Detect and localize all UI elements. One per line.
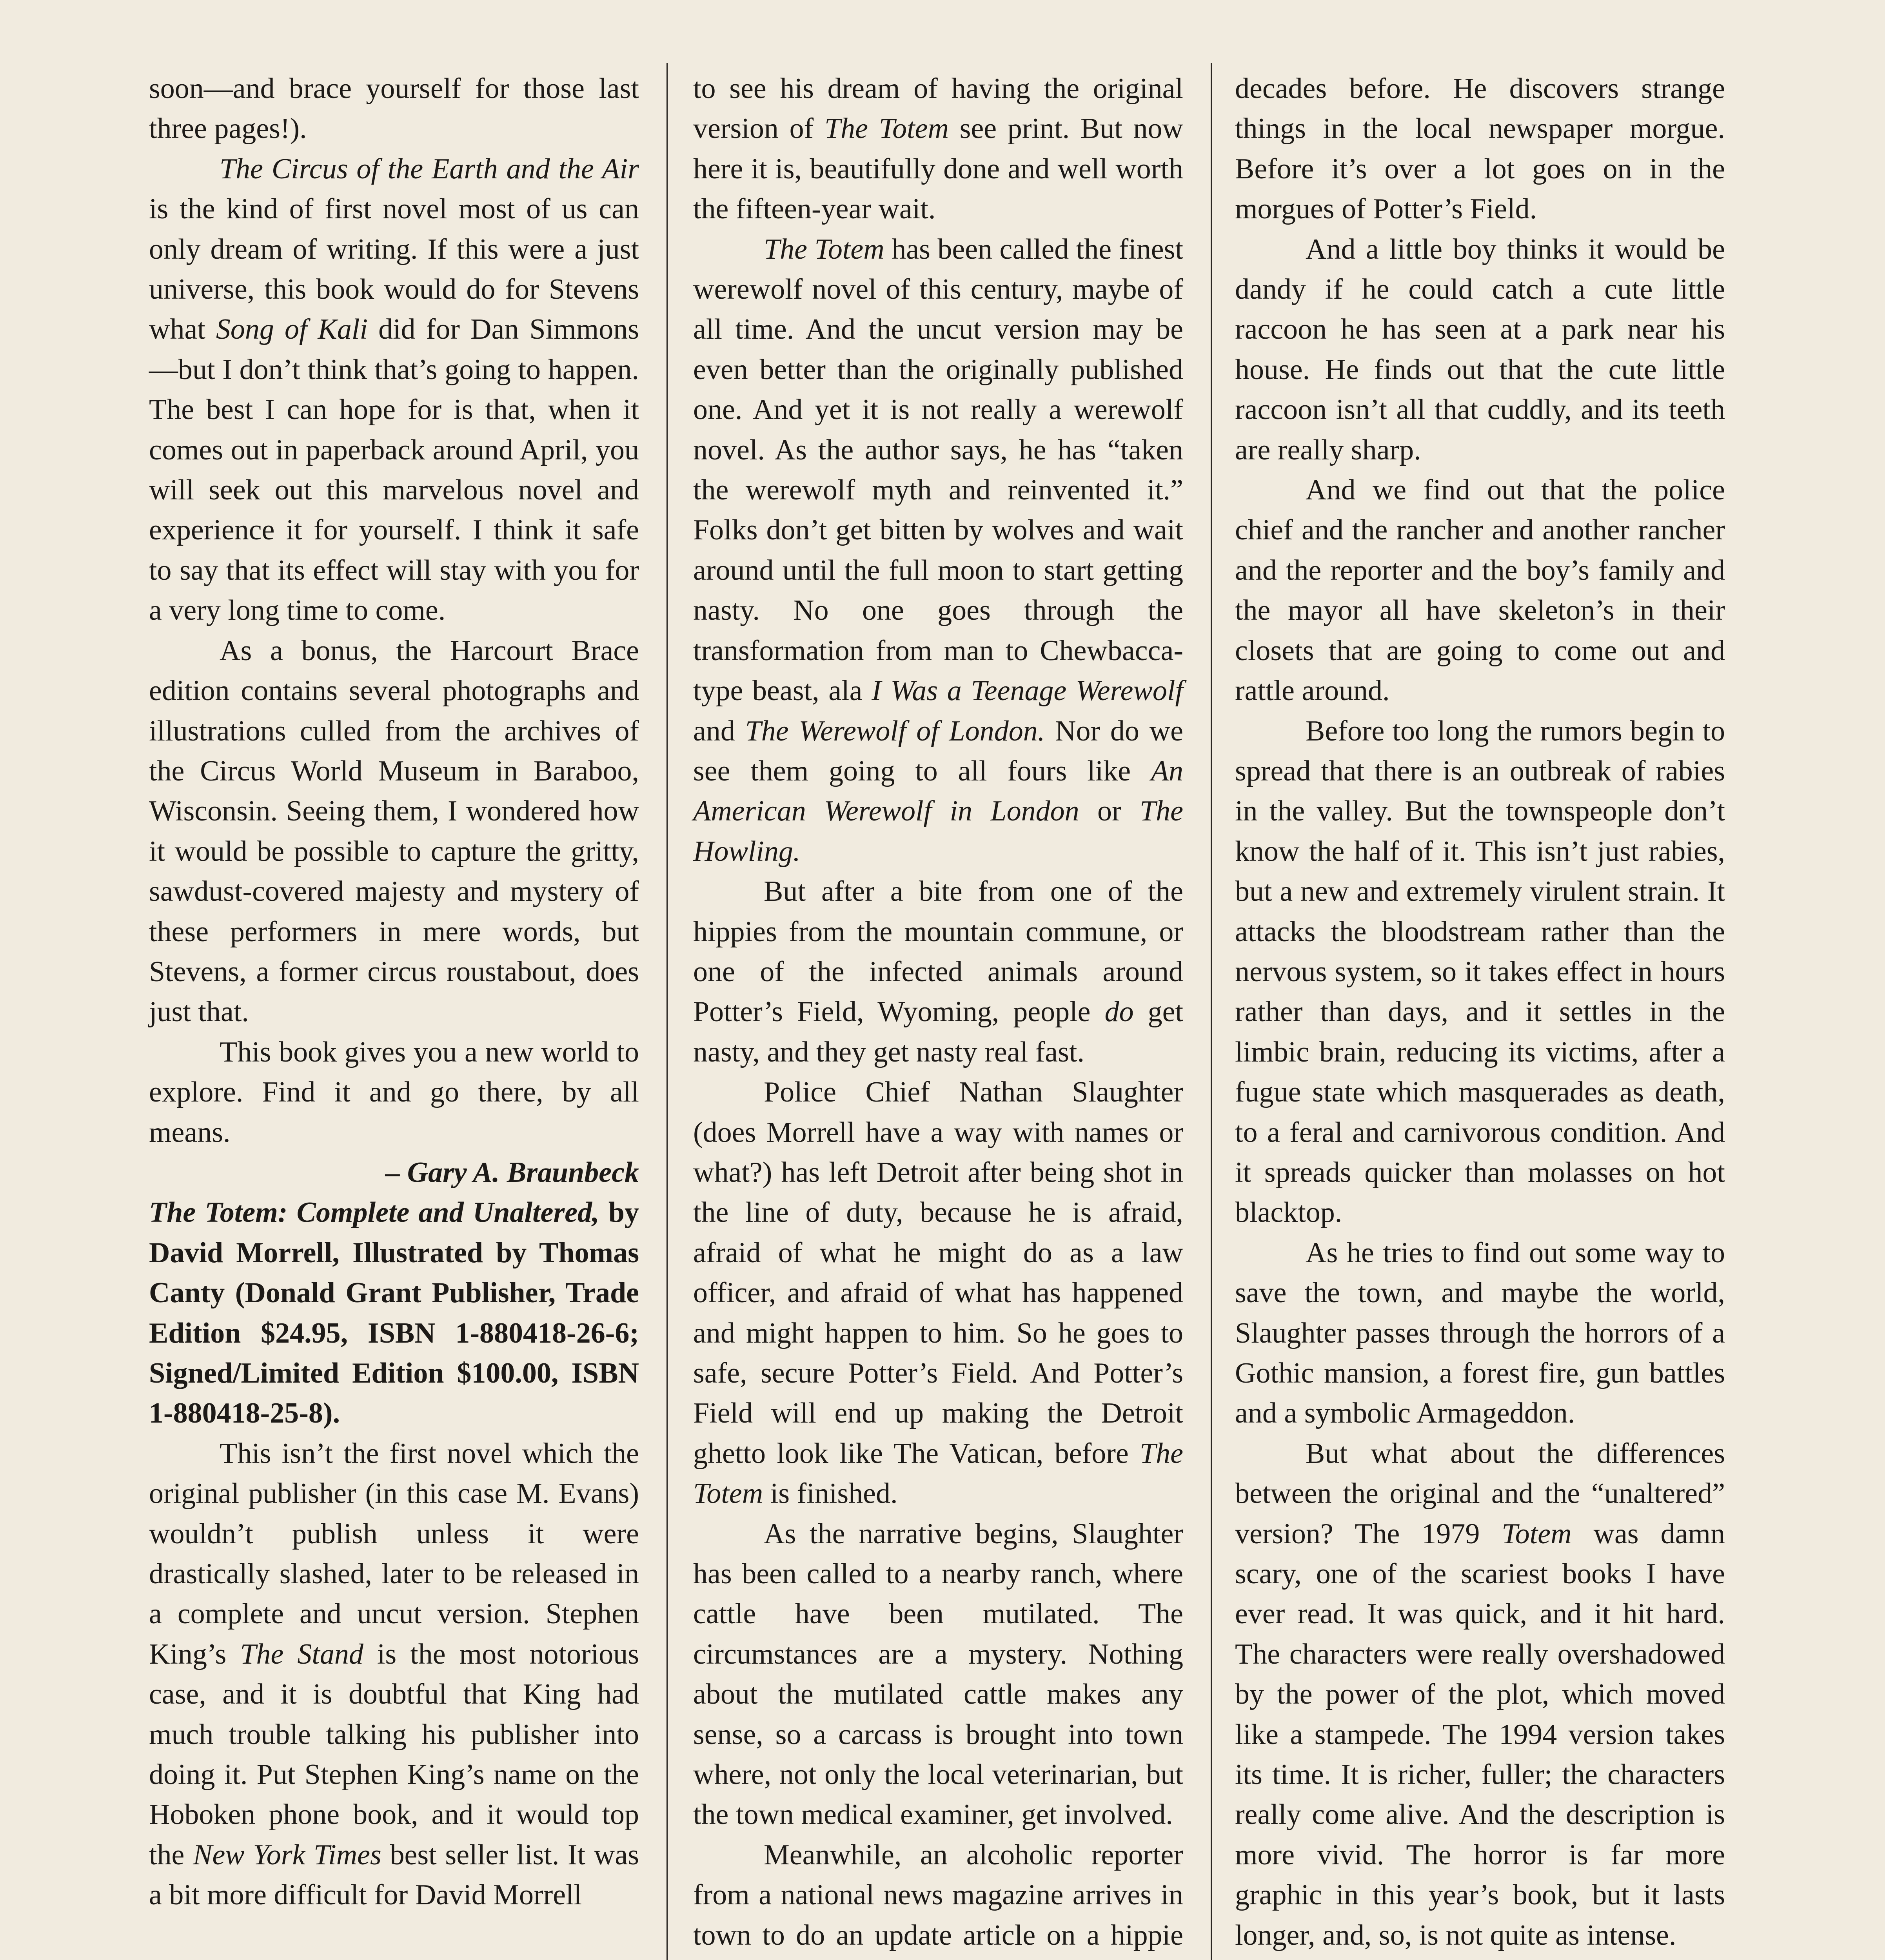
reviewer-signature: – Gary A. Braunbeck: [385, 1156, 639, 1189]
film-title: The Howling.: [693, 795, 1183, 867]
paragraph: But after a bite from one of the hippies from the mountain commune, or one of the infected animals around Potter’s Field, Wyoming, people do get nasty, and they get nasty real fast.: [693, 875, 1184, 1068]
paragraph: As a bonus, the Harcourt Brace edition contains several photographs and illustrations culled from the archives of the Circus World Museum in Baraboo, Wisconsin. Seeing them, I wondered how it would be possible to capture the gritty, sawdust-covered majesty and mystery of these performers in mere words, but Stevens, a former circus roustabout, does just that.: [149, 634, 639, 1028]
book-title: The Circus of the Earth and the Air: [220, 152, 639, 185]
paragraph: This book gives you a new world to explore. Find it and go there, by all means.: [149, 1036, 639, 1149]
column-2: [693, 69, 1183, 1960]
paragraph: to see his dream of having the original version of The Totem see print. But now here it is, beautifully done and well worth the fifteen-year wait.: [693, 73, 1183, 225]
paragraph: This isn’t the first novel which the original publisher (in this case M. Evans) wouldn’t publish unless it were drastically slashed, later to be released in a complete and uncut version. Stephen King’s The Stand is the most notorious case, and it is doubtful that King had much trouble talking his publisher into doing it. Put Stephen King’s name on the Hoboken phone book, and it would top the New York Times best seller list. It was a bit more difficult for David Morrell: [149, 1437, 639, 1911]
book-title: Totem: [1502, 1517, 1572, 1550]
paragraph: The Totem has been called the finest werewolf novel of this century, maybe of all time. And the uncut version may be even better than the originally published one. And yet it is not really a werewolf novel. As the author says, he has “taken the werewolf myth and reinvented it.” Folks don’t get bitten by wolves and wait around until the full moon to start getting nasty. No one goes through the transformation from man to Chewbacca-type beast, ala I Was a Teenage Werewolf and The Werewolf of London. Nor do we see them going to all fours like An American Werewolf in London or The Howling.: [693, 233, 1184, 867]
paragraph: As he tries to find out some way to save the town, and maybe the world, Slaughter passes through the horrors of a Gothic mansion, a forest fire, gun battles and a symbolic Armageddon.: [1235, 1236, 1725, 1430]
publication-title: New York Times: [193, 1838, 381, 1871]
paragraph: decades before. He discovers strange things in the local newspaper morgue. Before it’s over a lot goes on in the morgues of Potter’s Field.: [1235, 73, 1725, 225]
paragraph: soon—and brace yourself for those last three pages!).: [149, 73, 639, 145]
book-title: Song of Kali: [216, 313, 368, 346]
review-heading: The Totem: Complete and Unaltered, by David Morrell, Illustrated by Thomas Canty (Donald Grant Publisher, Trade Edition $24.95, ISBN 1-880418-26-6; Signed/Limited Edition $100.00, ISBN 1-880418-25-8).: [149, 1196, 639, 1430]
paragraph: As the narrative begins, Slaughter has been called to a nearby ranch, where cattle have been mutilated. The circumstances are a mystery. Nothing about the mutilated cattle makes any sense, so a carcass is brought into town where, not only the local veterinarian, but the town medical examiner, get involved.: [693, 1517, 1183, 1831]
book-title: The Stand: [240, 1638, 363, 1670]
paragraph: Meanwhile, an alcoholic reporter from a national news magazine arrives in town to do an update article on a hippie: [693, 1838, 1183, 1951]
review-title: The Totem: Complete and Unaltered,: [149, 1196, 599, 1229]
column-divider: [1211, 63, 1212, 1960]
paragraph: But what about the differences between the original and the “unaltered” version? The 1979 Totem was damn scary, one of the scariest books I have ever read. It was quick, and it hit hard. The characters were really overshadowed by the power of the plot, which moved like a stampede. The 1994 version takes its time. It is richer, fuller; the characters really come alive. And the description is more vivid. The horror is far more graphic in this year’s book, but it lasts longer, and, so, is not quite as intense.: [1235, 1437, 1725, 1951]
column-divider: [666, 63, 668, 1960]
book-title: The Totem: [693, 1437, 1183, 1510]
film-title: I Was a Teenage Werewolf: [872, 675, 1183, 707]
paragraph: And we find out that the police chief and the rancher and another rancher and the reporter and the boy’s family and the mayor all have skeleton’s in their closets that are going to come out and rattle around.: [1235, 474, 1725, 707]
paragraph: And a little boy thinks it would be dandy if he could catch a cute little raccoon he has seen at a park near his house. He finds out that the cute little raccoon isn’t all that cuddly, and its teeth are really sharp.: [1235, 233, 1725, 466]
paragraph: Police Chief Nathan Slaughter (does Morrell have a way with names or what?) has left Detroit after being shot in the line of duty, because he is afraid, afraid of what he might do as a law officer, and afraid of what has happened and might happen to him. So he goes to safe, secure Potter’s Field. And Potter’s Field will end up making the Detroit ghetto look like The Vatican, before The Totem is finished.: [693, 1076, 1183, 1510]
book-title: The Totem: [764, 233, 884, 265]
paragraph: The Circus of the Earth and the Air is the kind of first novel most of us can only dream of writing. If this were a just universe, this book would do for Stevens what Song of Kali did for Dan Simmons—but I don’t think that’s going to happen. The best I can hope for is that, when it comes out in paperback around April, you will seek out this marvelous novel and experience it for yourself. I think it safe to say that its effect will stay with you for a very long time to come.: [149, 152, 639, 627]
film-title: An American Werewolf in London: [693, 755, 1183, 828]
book-title: The Totem: [824, 113, 949, 145]
column-1: [149, 69, 639, 1915]
film-title: The Werewolf of London.: [745, 715, 1045, 747]
column-3: [1235, 69, 1725, 1955]
paragraph: Before too long the rumors begin to spread that there is an outbreak of rabies in the valley. But the townspeople don’t know the half of it. This isn’t just rabies, but a new and extremely virulent strain. It attacks the bloodstream rather than the nervous system, so it takes effect in hours rather than days, and it settles in the limbic brain, reducing its victims, after a fugue state which masquerades as death, to a feral and carnivorous condition. And it spreads quicker than molasses on hot blacktop.: [1235, 715, 1725, 1229]
